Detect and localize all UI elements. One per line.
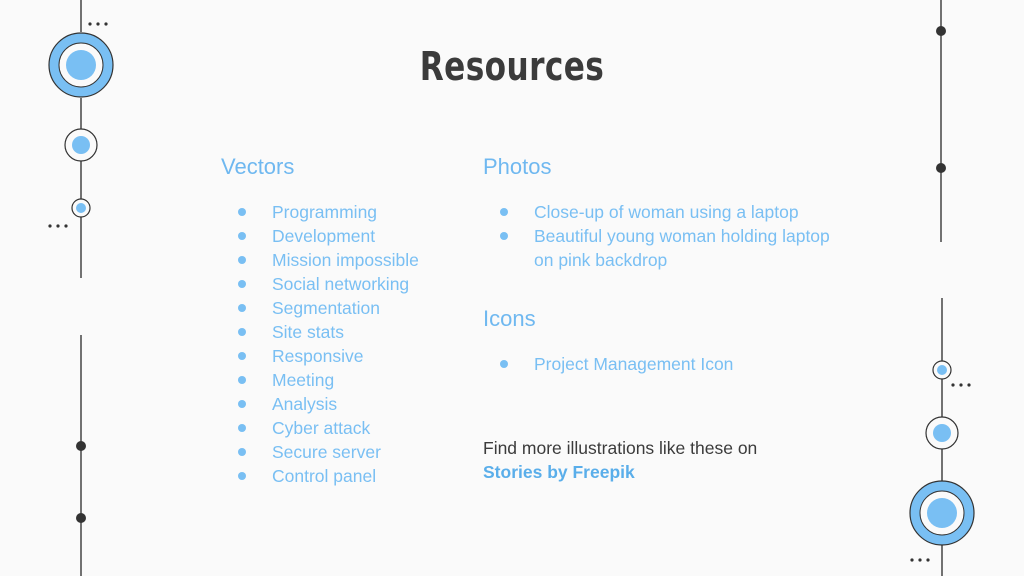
vectors-list-item[interactable]	[272, 440, 472, 464]
bullet-icon	[238, 448, 246, 456]
vectors-item-label: Responsive	[272, 346, 364, 366]
vectors-list-item[interactable]	[272, 464, 472, 488]
vectors-item-label: Social networking	[272, 274, 410, 294]
photos-heading: Photos	[483, 154, 552, 179]
footer-text: Find more illustrations like these on	[483, 438, 758, 458]
bullet-icon	[238, 208, 246, 216]
photos-list-item[interactable]	[534, 224, 834, 272]
freepik-link[interactable]: Stories by Freepik	[483, 462, 635, 482]
bullet-icon	[238, 232, 246, 240]
photos-item-label: Close-up of woman using a laptop	[534, 202, 799, 222]
vectors-heading: Vectors	[221, 154, 295, 179]
vectors-item-label: Segmentation	[272, 298, 380, 318]
bullet-icon	[500, 208, 508, 216]
bullet-icon	[238, 328, 246, 336]
vectors-item-label: Mission impossible	[272, 250, 419, 270]
page-title: Resources	[419, 44, 605, 90]
vectors-item-label: Cyber attack	[272, 418, 371, 438]
vectors-list	[272, 200, 472, 488]
vectors-list-item[interactable]	[272, 368, 472, 392]
vectors-list-item[interactable]	[272, 296, 472, 320]
vectors-item-label: Secure server	[272, 442, 381, 462]
vectors-item-label: Programming	[272, 202, 378, 222]
bullet-icon	[238, 304, 246, 312]
bullet-icon	[238, 424, 246, 432]
icons-item-label: Project Management Icon	[534, 354, 734, 374]
vectors-list-item[interactable]	[272, 416, 472, 440]
photos-list-item[interactable]	[534, 200, 834, 224]
icons-list-item[interactable]	[534, 352, 834, 376]
vectors-item-label: Control panel	[272, 466, 377, 486]
vectors-list-item[interactable]	[272, 344, 472, 368]
photos-item-label: Beautiful young woman holding laptop on pink backdrop	[534, 226, 830, 270]
footer-note	[483, 436, 757, 484]
vectors-item-label: Development	[272, 226, 376, 246]
bullet-icon	[238, 376, 246, 384]
bullet-icon	[500, 232, 508, 240]
vectors-list-item[interactable]	[272, 272, 472, 296]
bullet-icon	[238, 352, 246, 360]
bullet-icon	[500, 360, 508, 368]
vectors-list-item[interactable]	[272, 392, 472, 416]
vectors-list-item[interactable]	[272, 320, 472, 344]
icons-list	[534, 352, 834, 376]
photos-list	[534, 200, 834, 272]
bullet-icon	[238, 472, 246, 480]
icons-heading: Icons	[483, 306, 536, 331]
vectors-item-label: Site stats	[272, 322, 344, 342]
vectors-item-label: Analysis	[272, 394, 338, 414]
bullet-icon	[238, 256, 246, 264]
vectors-list-item[interactable]	[272, 248, 472, 272]
bullet-icon	[238, 280, 246, 288]
vectors-list-item[interactable]	[272, 224, 472, 248]
vectors-item-label: Meeting	[272, 370, 335, 390]
vectors-list-item[interactable]	[272, 200, 472, 224]
bullet-icon	[238, 400, 246, 408]
